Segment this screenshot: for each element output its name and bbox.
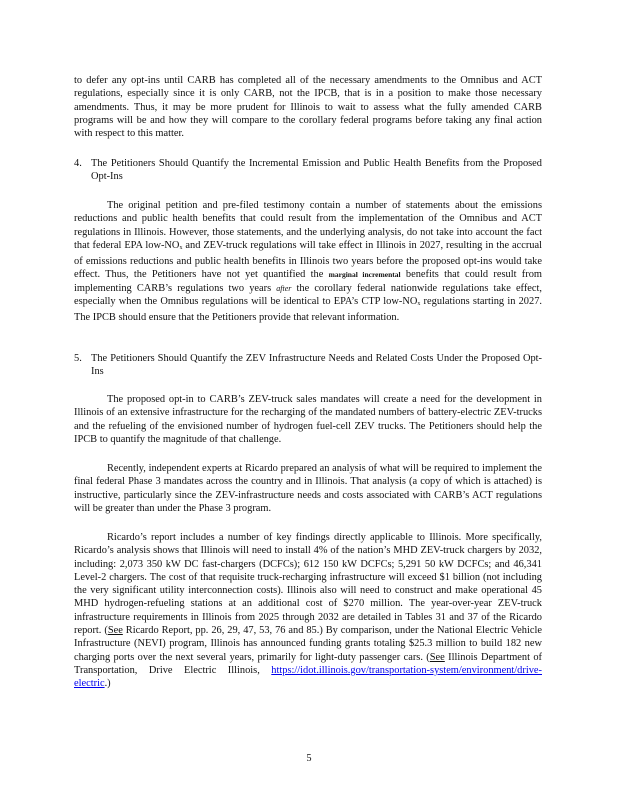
paragraph-continued: to defer any opt-ins until CARB has completed all of the necessary amendments to the Omnibus and ACT regulations, especially since it is only CARB, not the IPCB, that is in a position to make those necessary amendments. Thus, it may be more prudent for Illinois to wait to assess what the fully amended CARB programs will be and how they will compare to the corollary federal programs before taking any final action with respect to this matter. xyxy=(74,75,542,140)
text-run: regulations starting in 2027. The IPCB should ensure that the Petitioners provide that relevant information. xyxy=(74,296,542,324)
emphasis-text: marginal incremental xyxy=(328,270,401,280)
section-heading-4 xyxy=(74,157,542,184)
section-number: 4. xyxy=(74,158,82,169)
section5-paragraph-1: The proposed opt-in to CARB’s ZEV-truck sales mandates will create a need for the development in Illinois of an extensive infrastructure for the recharging of the mandated numbers of battery-electric ZEV-trucks and the refueling of the envisioned number of hydrogen fuel-cell ZEV trucks. The Petitioners should help the IPCB to quantify the magnitude of that challenge. xyxy=(74,394,542,445)
subscript: x xyxy=(417,301,421,308)
text-run: Illinois Department of Transportation, Drive Electric Illinois, xyxy=(74,651,543,676)
section4-paragraph xyxy=(74,199,542,325)
section-title: The Petitioners Should Quantify the ZEV Infrastructure Needs and Related Costs Under the Proposed Opt-Ins xyxy=(91,353,542,378)
text-run: Ricardo Report, pp. 26, 29, 47, 53, 76 and 85.) By comparison, under the National Electric Vehicle Infrastructure (NEVI) program, Illinois has announced funding grants totaling $25.3 million to build 182 new charging ports over the next several years, primarily for light-duty passenger cars. ( xyxy=(74,625,542,663)
citation-signal: See xyxy=(429,651,445,663)
citation-signal: See xyxy=(107,625,123,637)
page-number: 5 xyxy=(306,753,312,764)
text-run: Ricardo’s report includes a number of key findings directly applicable to Illinois. More specifically, Ricardo’s analysis shows that Illinois will need to install 4% of the nation’s MHD ZEV-truck chargers by 2032, including: 2,073 350 kW DC fast-chargers (DCFCs); 612 150 kW DCFCs; 5,291 50 kW DCFCs; and 46,341 Level-2 chargers. The cost of that requisite truck-recharging infrastructure will exceed $1 billion (not including the very significant utility interconnection costs). Illinois also will need to construct and make operational 45 MHD hydrogen-refueling stations at an additional cost of $270 million. The year-over-year ZEV-truck infrastructure requirements in Illinois from 2025 through 2032 are detailed in Tables 31 and 37 of the Ricardo report. ( xyxy=(74,532,542,637)
subscript: x xyxy=(179,244,183,251)
text-run: and ZEV-truck regulations will take effect in Illinois in 2027, resulting in the accrual of emissions reductions and public health benefits in Illinois two years before the proposed opt-ins would take effect. Thus, the Petitioners have not yet quantified the xyxy=(74,239,542,281)
section-title: The Petitioners Should Quantify the Incremental Emission and Public Health Benefits from the Proposed Opt-Ins xyxy=(91,158,542,183)
section-heading-5 xyxy=(74,352,542,379)
italic-text: after xyxy=(276,283,292,293)
text-run: benefits that could result from implementing CARB’s regulations two years xyxy=(74,269,542,294)
drive-electric-link[interactable]: https://idot.illinois.gov/transportation-system/environment/drive-electric xyxy=(74,664,542,690)
section5-paragraph-2: Recently, independent experts at Ricardo prepared an analysis of what will be required to implement the final federal Phase 3 mandates across the country and in Illinois. That analysis (a copy of which is attached) is instructive, particularly since the ZEV-infrastructure needs and costs associated with CARB’s ACT regulations will be greater than under the Phase 3 program. xyxy=(74,463,542,514)
section-number: 5. xyxy=(74,353,82,364)
text-run: .) xyxy=(104,678,111,690)
text-run: the corollary federal nationwide regulations take effect, especially when the Omnibus regulations will be identical to EPA’s CTP low-NO xyxy=(74,282,543,308)
text-run: The original petition and pre-filed testimony contain a number of statements about the emissions reductions and public health benefits that could result from the implementation of the Omnibus and ACT regulations in Illinois. However, those statements, and the underlying analysis, do not take into account the fact that federal EPA low-NO xyxy=(74,200,542,251)
section5-paragraph-3 xyxy=(74,531,542,691)
